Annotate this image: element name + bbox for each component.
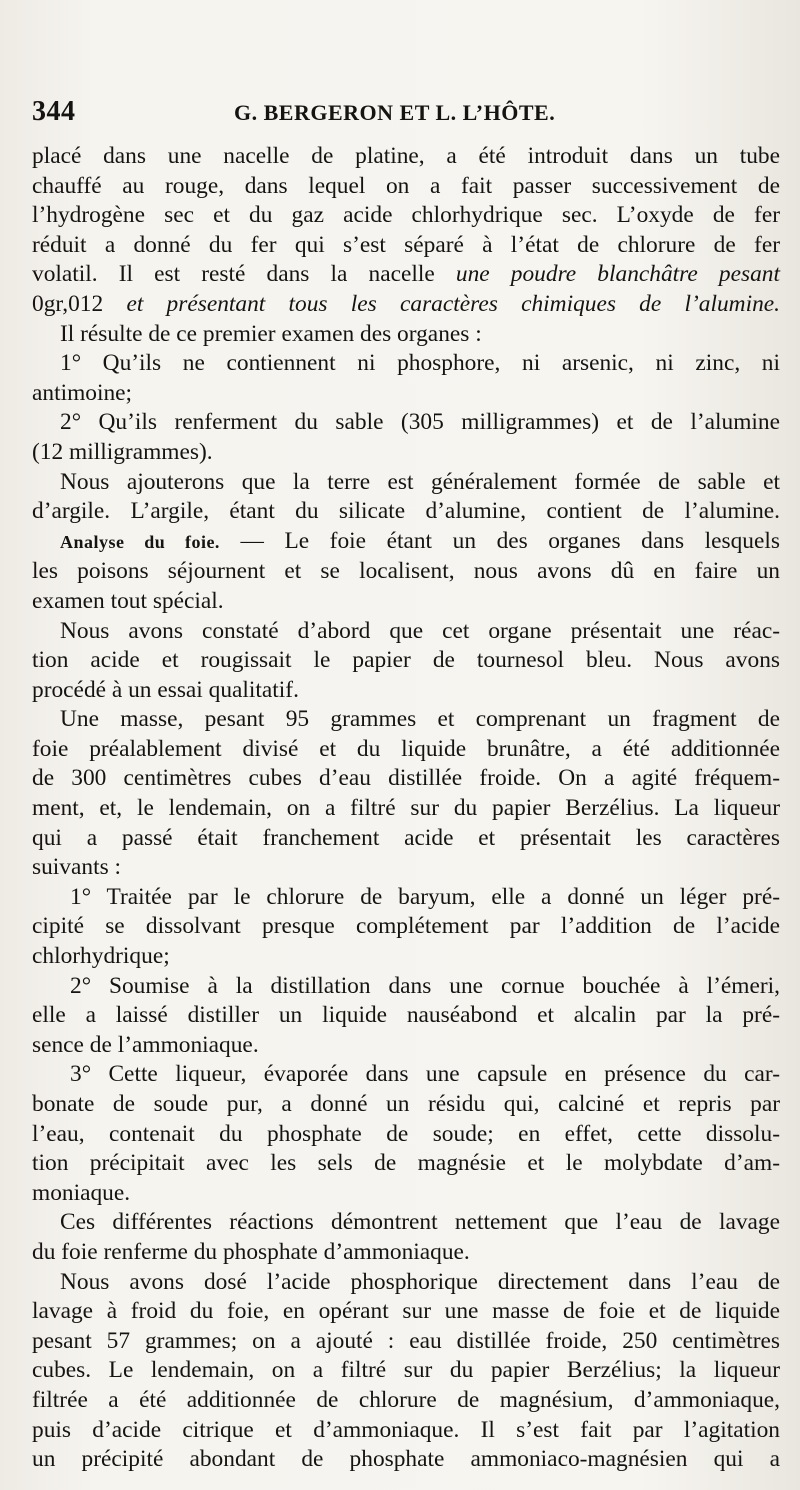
text-line: d’argile. L’argile, étant du silicate d’alumine, contient de l’alumine. [32, 498, 780, 525]
text-line: lavage à froid du foie, en opérant sur une masse de foie et de liquide [32, 1298, 780, 1325]
text-line: pesant 57 grammes; on a ajouté : eau distillée froide, 250 centimètres [32, 1327, 780, 1354]
text-line: sence de l’ammoniaque. [32, 1031, 259, 1058]
text-line: puis d’acide citrique et d’ammoniaque. Il s’est fait par l’agitation [32, 1416, 780, 1443]
text-line: tion précipitait avec les sels de magnésie et le molybdate d’am- [32, 1150, 780, 1177]
text-line: elle a laissé distiller un liquide nauséabond et alcalin par la pré- [32, 1002, 780, 1029]
text-line: l’eau, contenait du phosphate de soude; en effet, cette dissolu- [32, 1120, 780, 1147]
text-line: examen tout spécial. [32, 587, 224, 614]
text-line: 1° Qu’ils ne contiennent ni phosphore, ni arsenic, ni zinc, ni [60, 350, 780, 377]
text-line: chauffé au rouge, dans lequel on a fait passer successivement de [32, 172, 780, 199]
text-line: (12 milligrammes). [32, 438, 213, 465]
text-line: qui a passé était franchement acide et présentait les caractères [32, 824, 780, 851]
text-line: Ces différentes réactions démontrent nettement que l’eau de lavage [60, 1209, 780, 1236]
text-line: 2° Soumise à la distillation dans une cornue bouchée à l’émeri, [70, 972, 780, 999]
text-line: Nous ajouterons que la terre est généralement formée de sable et [60, 468, 780, 495]
text-line: ment, et, le lendemain, on a filtré sur du papier Berzélius. La liqueur [32, 795, 780, 822]
text-line: les poisons séjournent et se localisent, nous avons dû en faire un [32, 558, 780, 585]
text-line: Analyse du foie. — Le foie étant un des organes dans lesquels [60, 527, 780, 554]
text-line: suivants : [32, 854, 122, 881]
text-line: 3° Cette liqueur, évaporée dans une capsule en présence du car- [70, 1061, 780, 1088]
text-line: Nous avons constaté d’abord que cet organe présentait une réac- [60, 617, 780, 644]
text-line: tion acide et rougissait le papier de tournesol bleu. Nous avons [32, 647, 780, 674]
text-line: Une masse, pesant 95 grammes et comprenant un fragment de [60, 706, 780, 733]
text-line: cipité se dissolvant presque complétement par l’addition de l’acide [32, 913, 780, 940]
text-line: filtrée a été additionnée de chlorure de magnésium, d’ammoniaque, [32, 1386, 780, 1413]
text-line: procédé à un essai qualitatif. [32, 676, 299, 703]
page-header [32, 96, 772, 136]
page-body [32, 142, 780, 1475]
text-line: bonate de soude pur, a donné un résidu qui, calciné et repris par [32, 1091, 780, 1117]
text-line: moniaque. [32, 1179, 131, 1206]
text-line: chlorhydrique; [32, 943, 170, 970]
text-line: cubes. Le lendemain, on a filtré sur du papier Berzélius; la liqueur [32, 1357, 780, 1384]
text-line: volatil. Il est resté dans la nacelle une poudre blanchâtre pesant [32, 261, 780, 288]
text-line: l’hydrogène sec et du gaz acide chlorhydrique sec. L’oxyde de fer [32, 202, 780, 229]
text-line: de 300 centimètres cubes d’eau distillée froide. On a agité fréquem- [32, 765, 780, 792]
text-line: réduit a donné du fer qui s’est séparé à l’état de chlorure de fer [32, 231, 780, 258]
page-number: 344 [32, 96, 76, 127]
section-heading: Analyse du foie. [60, 531, 220, 552]
text-line: 1° Traitée par le chlorure de baryum, elle a donné un léger pré- [70, 883, 780, 910]
text-line: antimoine; [32, 379, 133, 406]
text-line: du foie renferme du phosphate d’ammoniaque. [32, 1238, 470, 1265]
text-line: un précipité abondant de phosphate ammoniaco-magnésien qui a [32, 1446, 780, 1473]
text-line: 2° Qu’ils renferment du sable (305 milligrammes) et de l’alumine [60, 409, 780, 436]
text-line: Il résulte de ce premier examen des organes : [60, 320, 482, 347]
text-line: Nous avons dosé l’acide phosphorique directement dans l’eau de [60, 1268, 780, 1295]
text-line: placé dans une nacelle de platine, a été introduit dans un tube [32, 143, 780, 169]
text-line: foie préalablement divisé et du liquide brunâtre, a été additionnée [32, 735, 780, 762]
text-line: 0gr,012 et présentant tous les caractères chimiques de l’alumine. [32, 290, 780, 317]
running-title: G. BERGERON ET L. L’HÔTE. [234, 100, 556, 125]
